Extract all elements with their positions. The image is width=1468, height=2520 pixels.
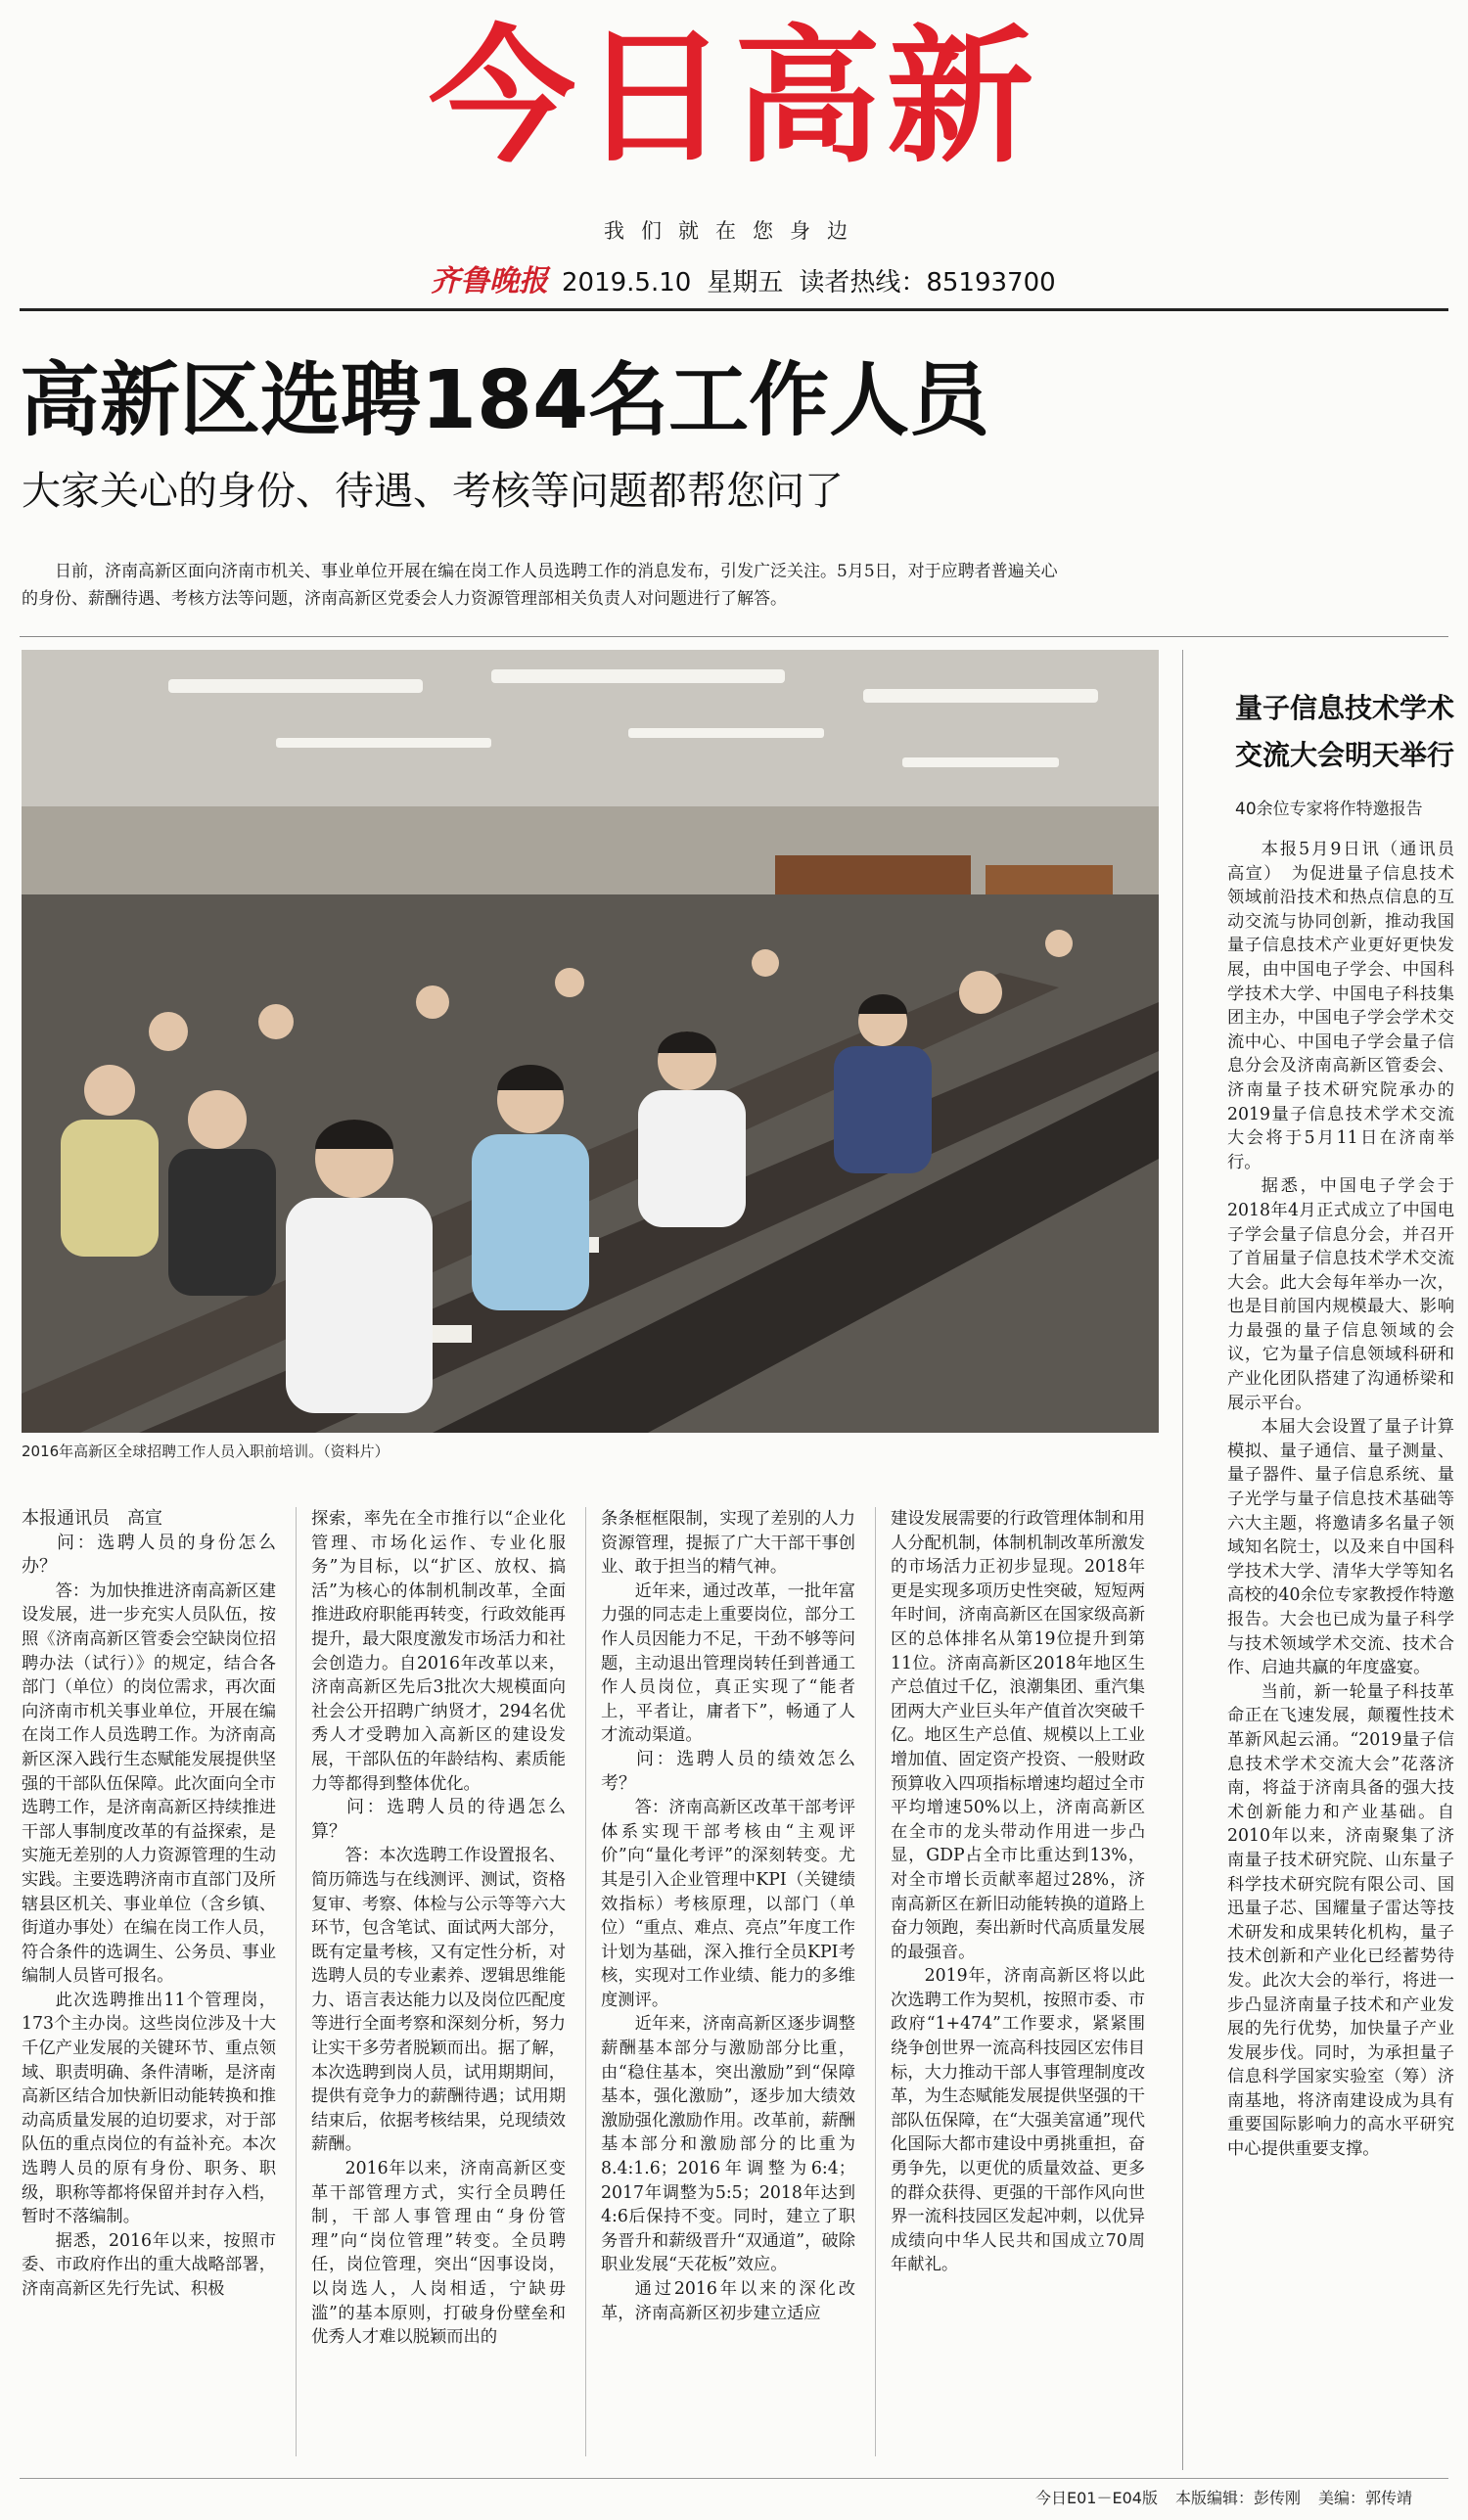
reader-hotline: 读者热线：85193700 <box>799 268 1056 298</box>
column-divider <box>296 1507 297 2456</box>
answer-paragraph: 此次选聘推出11个管理岗，173个主办岗。这些岗位涉及十大千亿产业发展的关键环节、重点领域、职责明确、条件清晰，是济南高新区结合加快新旧动能转换和推动高质量发展的迫切要求，对于部队伍的重点岗位的有益补充。本次选聘人员的原有身份、职务、职级，职称等都将保留并封存入档，暂时不落编制。 <box>22 1990 276 2227</box>
article-column-1 <box>22 1507 276 2466</box>
article-subhead: 大家关心的身份、待遇、考核等问题都帮您问了 <box>22 469 844 514</box>
answer-paragraph: 近年来，通过改革，一批年富力强的同志走上重要岗位，部分工作人员因能力不足，干劲不够等问题，主动退出管理岗转任到普通工作人员岗位，真正实现了“能者上，平者让，庸者下”，畅通了人才流动渠道。 <box>601 1581 855 1746</box>
sidebar-paragraph: 当前，新一轮量子科技革命正在飞速发展，颠覆性技术革新风起云涌。“2019量子信息技术学术交流大会”花落济南，将益于济南具备的强大技术创新能力和产业基础。自2010年以来，济南聚集了济南量子技术研究院、山东量子科学技术研究院有限公司、国迅量子芯、国耀量子雷达等技术研发和成果转化机构，量子技术创新和产业化已经蓄势待发。此次大会的举行，将进一步凸显济南量子技术和产业发展的先行优势，加快量子产业发展步伐。同时，为承担量子信息科学国家实验室（筹）济南基地，将济南建设成为具有重要国际影响力的高水平研究中心提供重要支撑。 <box>1227 1681 1454 2160</box>
article-column-3 <box>601 1507 855 2466</box>
edition-label: 今日E01－E04版 <box>1035 2489 1158 2507</box>
question-heading: 问：选聘人员的身份怎么办？ <box>22 1532 276 1578</box>
issue-weekday: 星期五 <box>707 268 784 298</box>
sidebar-subhead: 40余位专家将作特邀报告 <box>1235 800 1423 819</box>
question-heading: 问：选聘人员的绩效怎么考？ <box>601 1748 855 1794</box>
column-divider <box>585 1507 586 2456</box>
answer-paragraph: 2016年以来，济南高新区变革干部管理方式，实行全员聘任制，干部人事管理由“身份管理”向“岗位管理”转变。全员聘任，岗位管理，突出“因事设岗，以岗选人，人岗相适，宁缺毋滥”的基本原则，打破身份壁垒和优秀人才难以脱颖而出的 <box>311 2159 566 2348</box>
masthead-title: 今日高新 <box>428 13 1039 183</box>
answer-paragraph: 条条框框限制，实现了差别的人力资源管理，提振了广大干部干事创业、敢于担当的精气神。 <box>601 1509 855 1578</box>
answer-paragraph: 探索，率先在全市推行以“企业化管理、市场化运作、专业化服务”为目标，以“扩区、放权、搞活”为核心的体制机制改革，全面推进政府职能再转变，行政效能再提升，最大限度激发市场活力和社会创造力。自2016年改革以来，济南高新区先后3批次大规模面向社会公开招聘广纳贤才，294名优秀人才受聘加入高新区的建设发展，干部队伍的年龄结构、素质能力等都得到整体优化。 <box>311 1509 566 1794</box>
editor-credit: 本版编辑：彭传刚 <box>1174 2489 1301 2507</box>
article-headline: 高新区选聘184名工作人员 <box>20 354 990 447</box>
masthead-slogan: 我们就在您身边 <box>604 219 864 243</box>
sidebar-paragraph: 本届大会设置了量子计算模拟、量子通信、量子测量、量子器件、量子信息系统、量子光学与量子信息技术基础等六大主题，将邀请多名量子领域知名院士，以及来自中国科学技术大学、清华大学等知名高校的40余位专家教授作特邀报告。大会也已成为量子科学与技术领域学术交流、技术合作、启迪共赢的年度盛宴。 <box>1227 1417 1454 1678</box>
photo-caption: 2016年高新区全球招聘工作人员入职前培训。（资料片） <box>22 1443 390 1460</box>
answer-paragraph: 通过2016年以来的深化改革，济南高新区初步建立适应 <box>601 2279 855 2323</box>
question-heading: 问：选聘人员的待遇怎么算？ <box>311 1797 566 1842</box>
column-divider <box>875 1507 876 2456</box>
designer-credit: 美编：郭传靖 <box>1317 2489 1412 2507</box>
answer-paragraph: 答：为加快推进济南高新区建设发展，进一步充实人员队伍，按照《济南高新区管委会空缺岗位招聘办法（试行）》的规定，结合各部门（单位）的岗位需求，再次面向济南市机关事业单位，开展在编在岗工作人员选聘工作。为济南高新区深入践行生态赋能发展提供坚强的干部队伍保障。此次面向全市选聘工作，是济南高新区持续推进干部人事制度改革的有益探索，是实施无差别的人力资源管理的生动实践。主要选聘济南市直部门及所辖县区机关、事业单位（含乡镇、街道办事处）在编在岗工作人员，符合条件的选调生、公务员、事业编制人员皆可报名。 <box>22 1581 276 1987</box>
dateline <box>431 256 1072 299</box>
article-column-2 <box>311 1507 566 2466</box>
page-footer <box>1018 2486 1412 2508</box>
training-photo <box>22 650 1159 1433</box>
answer-paragraph: 答：济南高新区改革干部考评体系实现干部考核由“主观评价”向“量化考评”的深刻转变。尤其是引入企业管理中KPI（关键绩效指标）考核原理，以部门（单位）“重点、难点、亮点”年度工作计划为基础，深入推行全员KPI考核，实现对工作业绩、能力的多维度测评。 <box>601 1798 855 2010</box>
answer-paragraph: 2019年，济南高新区将以此次选聘工作为契机，按照市委、市政府“1+474”工作要求，紧紧围绕争创世界一流高科技园区宏伟目标，大力推动干部人事管理制度改革，为生态赋能发展提供坚强的干部队伍保障，在“大强美富通”现代化国际大都市建设中勇挑重担，奋勇争先，以更优的质量效益、更多的群众获得、更强的干部作风向世界一流科技园区发起冲刺，以优异成绩向中华人民共和国成立70周年献礼。 <box>891 1966 1145 2275</box>
sidebar-paragraph: 据悉，中国电子学会于2018年4月正式成立了中国电子学会量子信息分会，并召开了首届量子信息技术学术交流大会。此大会每年举办一次，也是目前国内规模最大、影响力最强的量子信息领域的会议，它为量子信息领域科研和产业化团队搭建了沟通桥梁和展示平台。 <box>1227 1176 1454 1413</box>
article-byline: 本报通讯员 高宣 <box>22 1508 162 1529</box>
lead-divider <box>20 636 1448 637</box>
sidebar-divider <box>1182 650 1183 2470</box>
sidebar-headline: 量子信息技术学术交流大会明天举行 <box>1235 692 1455 771</box>
answer-paragraph: 据悉，2016年以来，按照市委、市政府作出的重大战略部署，济南高新区先行先试、积极 <box>22 2230 276 2299</box>
training-photo-illustration <box>22 650 1159 1433</box>
answer-paragraph: 建设发展需要的行政管理体制和用人分配机制，体制机制改革所激发的市场活力正初步显现。2018年更是实现多项历史性突破，短短两年时间，济南高新区在国家级高新区的总体排名从第19位提升到第11位。济南高新区2018年地区生产总值过千亿，浪潮集团、重汽集团两大产业巨头年产值首次突破千亿。地区生产总值、规模以上工业增加值、固定资产投资、一般财政预算收入四项指标增速均超过全市平均增速50%以上，济南高新区在全市的龙头带动作用进一步凸显，GDP占全市比重达到13%，对全市增长贡献率超过28%，济南高新区在新旧动能转换的道路上奋力领跑，奏出新时代高质量发展的最强音。 <box>891 1509 1145 1962</box>
issue-date: 2019.5.10 <box>562 268 692 298</box>
sidebar-paragraph: 本报5月9日讯（通讯员 高宣） 为促进量子信息技术领域前沿技术和热点信息的互动交流与协同创新，推动我国量子信息技术产业更好更快发展，由中国电子学会、中国科学技术大学、中国电子科技集团主办，中国电子学会学术交流中心、中国电子学会量子信息分会及济南高新区管委会、济南量子技术研究院承办的2019量子信息技术学术交流大会将于5月11日在济南举行。 <box>1227 840 1454 1172</box>
answer-paragraph: 近年来，济南高新区逐步调整薪酬基本部分与激励部分比重，由“稳住基本，突出激励”到“保障基本，强化激励”，逐步加大绩效激励强化激励作用。改革前，薪酬基本部分和激励部分的比重为8.4:1.6；2016年调整为6:4；2017年调整为5:5；2018年达到4:6后保持不变。同时，建立了职务晋升和薪级晋升“双通道”，破除职业发展“天花板”效应。 <box>601 2014 855 2275</box>
newspaper-brand: 齐鲁晚报 <box>431 264 548 298</box>
article-column-4 <box>891 1507 1145 2466</box>
sidebar-body <box>1227 838 1454 2462</box>
article-lead: 日前，济南高新区面向济南市机关、事业单位开展在编在岗工作人员选聘工作的消息发布，引发广泛关注。5月5日，对于应聘者普遍关心的身份、薪酬待遇、考核方法等问题，济南高新区党委会人力资源管理部相关负责人对问题进行了解答。 <box>22 562 1058 609</box>
answer-paragraph: 答：本次选聘工作设置报名、简历筛选与在线测评、测试，资格复审、考察、体检与公示等等六大环节，包含笔试、面试两大部分，既有定量考核，又有定性分析，对选聘人员的专业素养、逻辑思维能力、语言表达能力以及岗位匹配度等进行全面考察和深刻分析，努力让实干多劳者脱颖而出。据了解，本次选聘到岗人员，试用期期间，提供有竞争力的薪酬待遇；试用期结束后，依据考核结果，兑现绩效薪酬。 <box>311 1846 566 2155</box>
footer-divider <box>20 2478 1448 2479</box>
header-divider <box>20 308 1448 311</box>
